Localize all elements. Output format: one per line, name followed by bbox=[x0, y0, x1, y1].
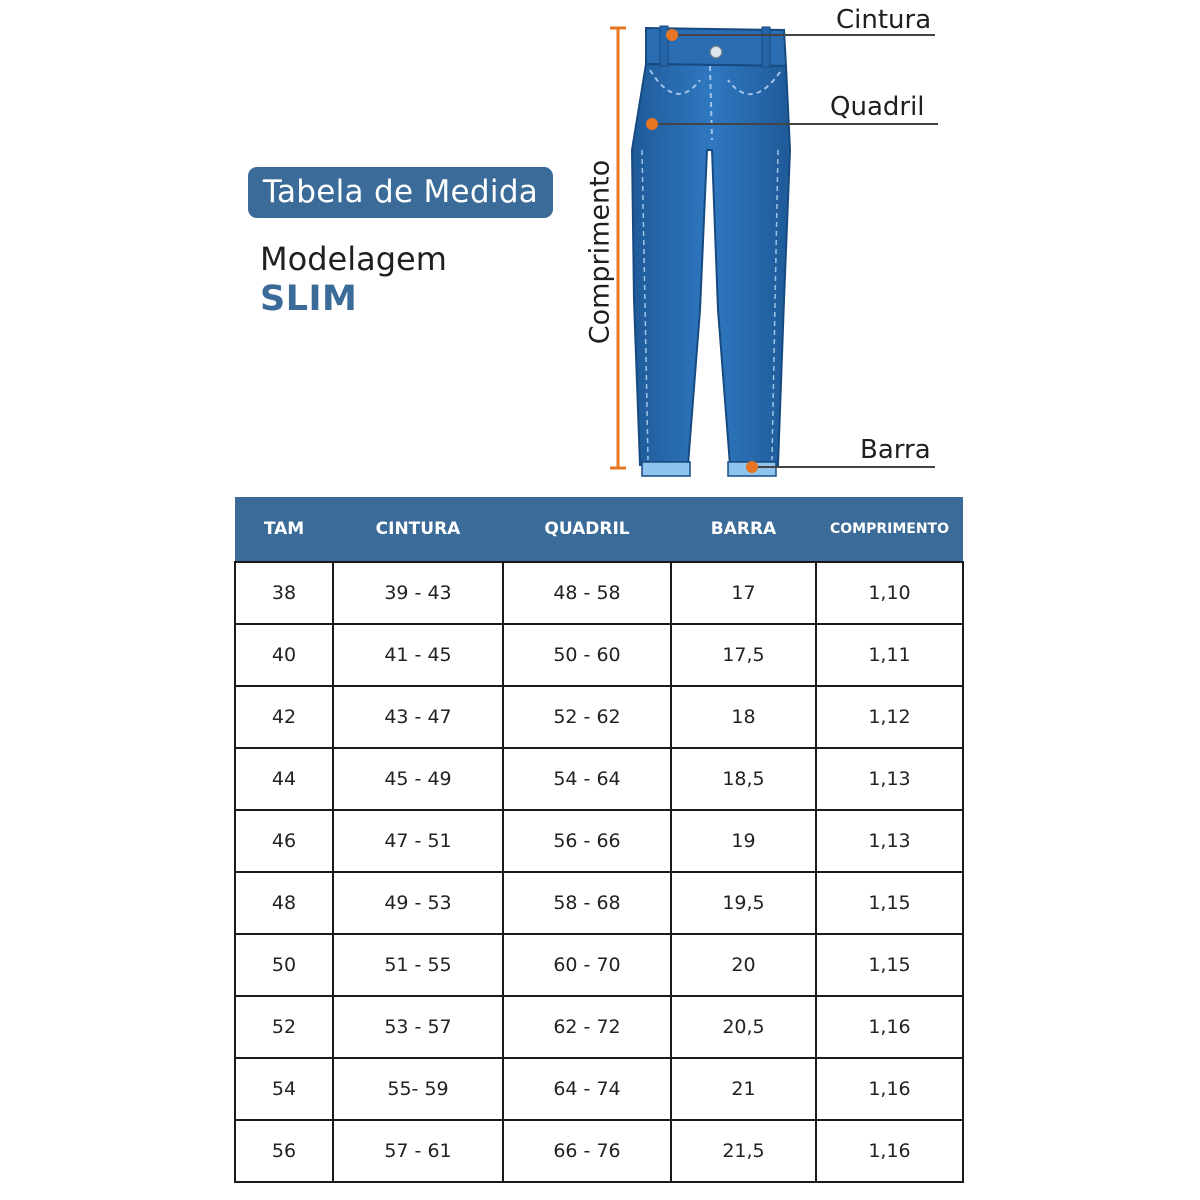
cell-waist: 57 - 61 bbox=[333, 1120, 503, 1182]
cell-hem: 21 bbox=[671, 1058, 816, 1120]
cell-waist: 41 - 45 bbox=[333, 624, 503, 686]
header-hem: BARRA bbox=[671, 497, 816, 562]
cell-hem: 18,5 bbox=[671, 748, 816, 810]
cell-size: 54 bbox=[235, 1058, 333, 1120]
label-waist: Cintura bbox=[836, 5, 932, 35]
cell-length: 1,15 bbox=[816, 872, 963, 934]
cell-hem: 19,5 bbox=[671, 872, 816, 934]
cell-waist: 47 - 51 bbox=[333, 810, 503, 872]
cell-waist: 51 - 55 bbox=[333, 934, 503, 996]
cell-size: 44 bbox=[235, 748, 333, 810]
cell-hip: 52 - 62 bbox=[503, 686, 671, 748]
table-row bbox=[235, 562, 963, 624]
cell-hip: 56 - 66 bbox=[503, 810, 671, 872]
cell-length: 1,15 bbox=[816, 934, 963, 996]
label-hip: Quadril bbox=[830, 92, 925, 122]
cell-length: 1,16 bbox=[816, 996, 963, 1058]
cell-waist: 55- 59 bbox=[333, 1058, 503, 1120]
table-header-row bbox=[235, 497, 963, 562]
cell-hem: 19 bbox=[671, 810, 816, 872]
cell-length: 1,16 bbox=[816, 1120, 963, 1182]
fit-subtitle: Modelagem bbox=[260, 240, 447, 278]
cell-size: 42 bbox=[235, 686, 333, 748]
cell-hip: 60 - 70 bbox=[503, 934, 671, 996]
cell-hem: 18 bbox=[671, 686, 816, 748]
cell-hem: 20 bbox=[671, 934, 816, 996]
header-size: TAM bbox=[235, 497, 333, 562]
table-row bbox=[235, 1120, 963, 1182]
table-row bbox=[235, 810, 963, 872]
header-length: COMPRIMENTO bbox=[816, 497, 963, 562]
cell-hem: 20,5 bbox=[671, 996, 816, 1058]
cell-hip: 54 - 64 bbox=[503, 748, 671, 810]
cell-waist: 49 - 53 bbox=[333, 872, 503, 934]
table-row bbox=[235, 748, 963, 810]
cell-length: 1,11 bbox=[816, 624, 963, 686]
cell-hip: 48 - 58 bbox=[503, 562, 671, 624]
cell-hip: 50 - 60 bbox=[503, 624, 671, 686]
cell-length: 1,13 bbox=[816, 810, 963, 872]
cell-hip: 58 - 68 bbox=[503, 872, 671, 934]
cell-hip: 66 - 76 bbox=[503, 1120, 671, 1182]
hem-marker bbox=[746, 461, 758, 473]
table-row bbox=[235, 872, 963, 934]
cell-size: 38 bbox=[235, 562, 333, 624]
jeans-cuff-left bbox=[642, 462, 690, 476]
cell-waist: 39 - 43 bbox=[333, 562, 503, 624]
cell-size: 50 bbox=[235, 934, 333, 996]
cell-size: 40 bbox=[235, 624, 333, 686]
table-row bbox=[235, 934, 963, 996]
header-waist: CINTURA bbox=[333, 497, 503, 562]
cell-hem: 17 bbox=[671, 562, 816, 624]
label-hem: Barra bbox=[860, 435, 931, 465]
cell-size: 56 bbox=[235, 1120, 333, 1182]
waist-marker bbox=[666, 29, 678, 41]
title-badge: Tabela de Medida bbox=[248, 167, 553, 218]
cell-size: 46 bbox=[235, 810, 333, 872]
table-row bbox=[235, 624, 963, 686]
cell-waist: 45 - 49 bbox=[333, 748, 503, 810]
table-row bbox=[235, 1058, 963, 1120]
size-table bbox=[234, 497, 964, 1183]
fit-model-name: SLIM bbox=[260, 279, 358, 319]
jeans-button bbox=[710, 46, 722, 58]
hip-marker bbox=[646, 118, 658, 130]
cell-hip: 62 - 72 bbox=[503, 996, 671, 1058]
cell-hip: 64 - 74 bbox=[503, 1058, 671, 1120]
cell-length: 1,12 bbox=[816, 686, 963, 748]
jeans-illustration bbox=[560, 0, 960, 490]
cell-hem: 17,5 bbox=[671, 624, 816, 686]
table-row bbox=[235, 686, 963, 748]
cell-size: 52 bbox=[235, 996, 333, 1058]
cell-size: 48 bbox=[235, 872, 333, 934]
cell-hem: 21,5 bbox=[671, 1120, 816, 1182]
cell-waist: 53 - 57 bbox=[333, 996, 503, 1058]
cell-length: 1,10 bbox=[816, 562, 963, 624]
header-hip: QUADRIL bbox=[503, 497, 671, 562]
cell-length: 1,16 bbox=[816, 1058, 963, 1120]
label-length: Comprimento bbox=[584, 159, 616, 345]
cell-waist: 43 - 47 bbox=[333, 686, 503, 748]
cell-length: 1,13 bbox=[816, 748, 963, 810]
table-row bbox=[235, 996, 963, 1058]
